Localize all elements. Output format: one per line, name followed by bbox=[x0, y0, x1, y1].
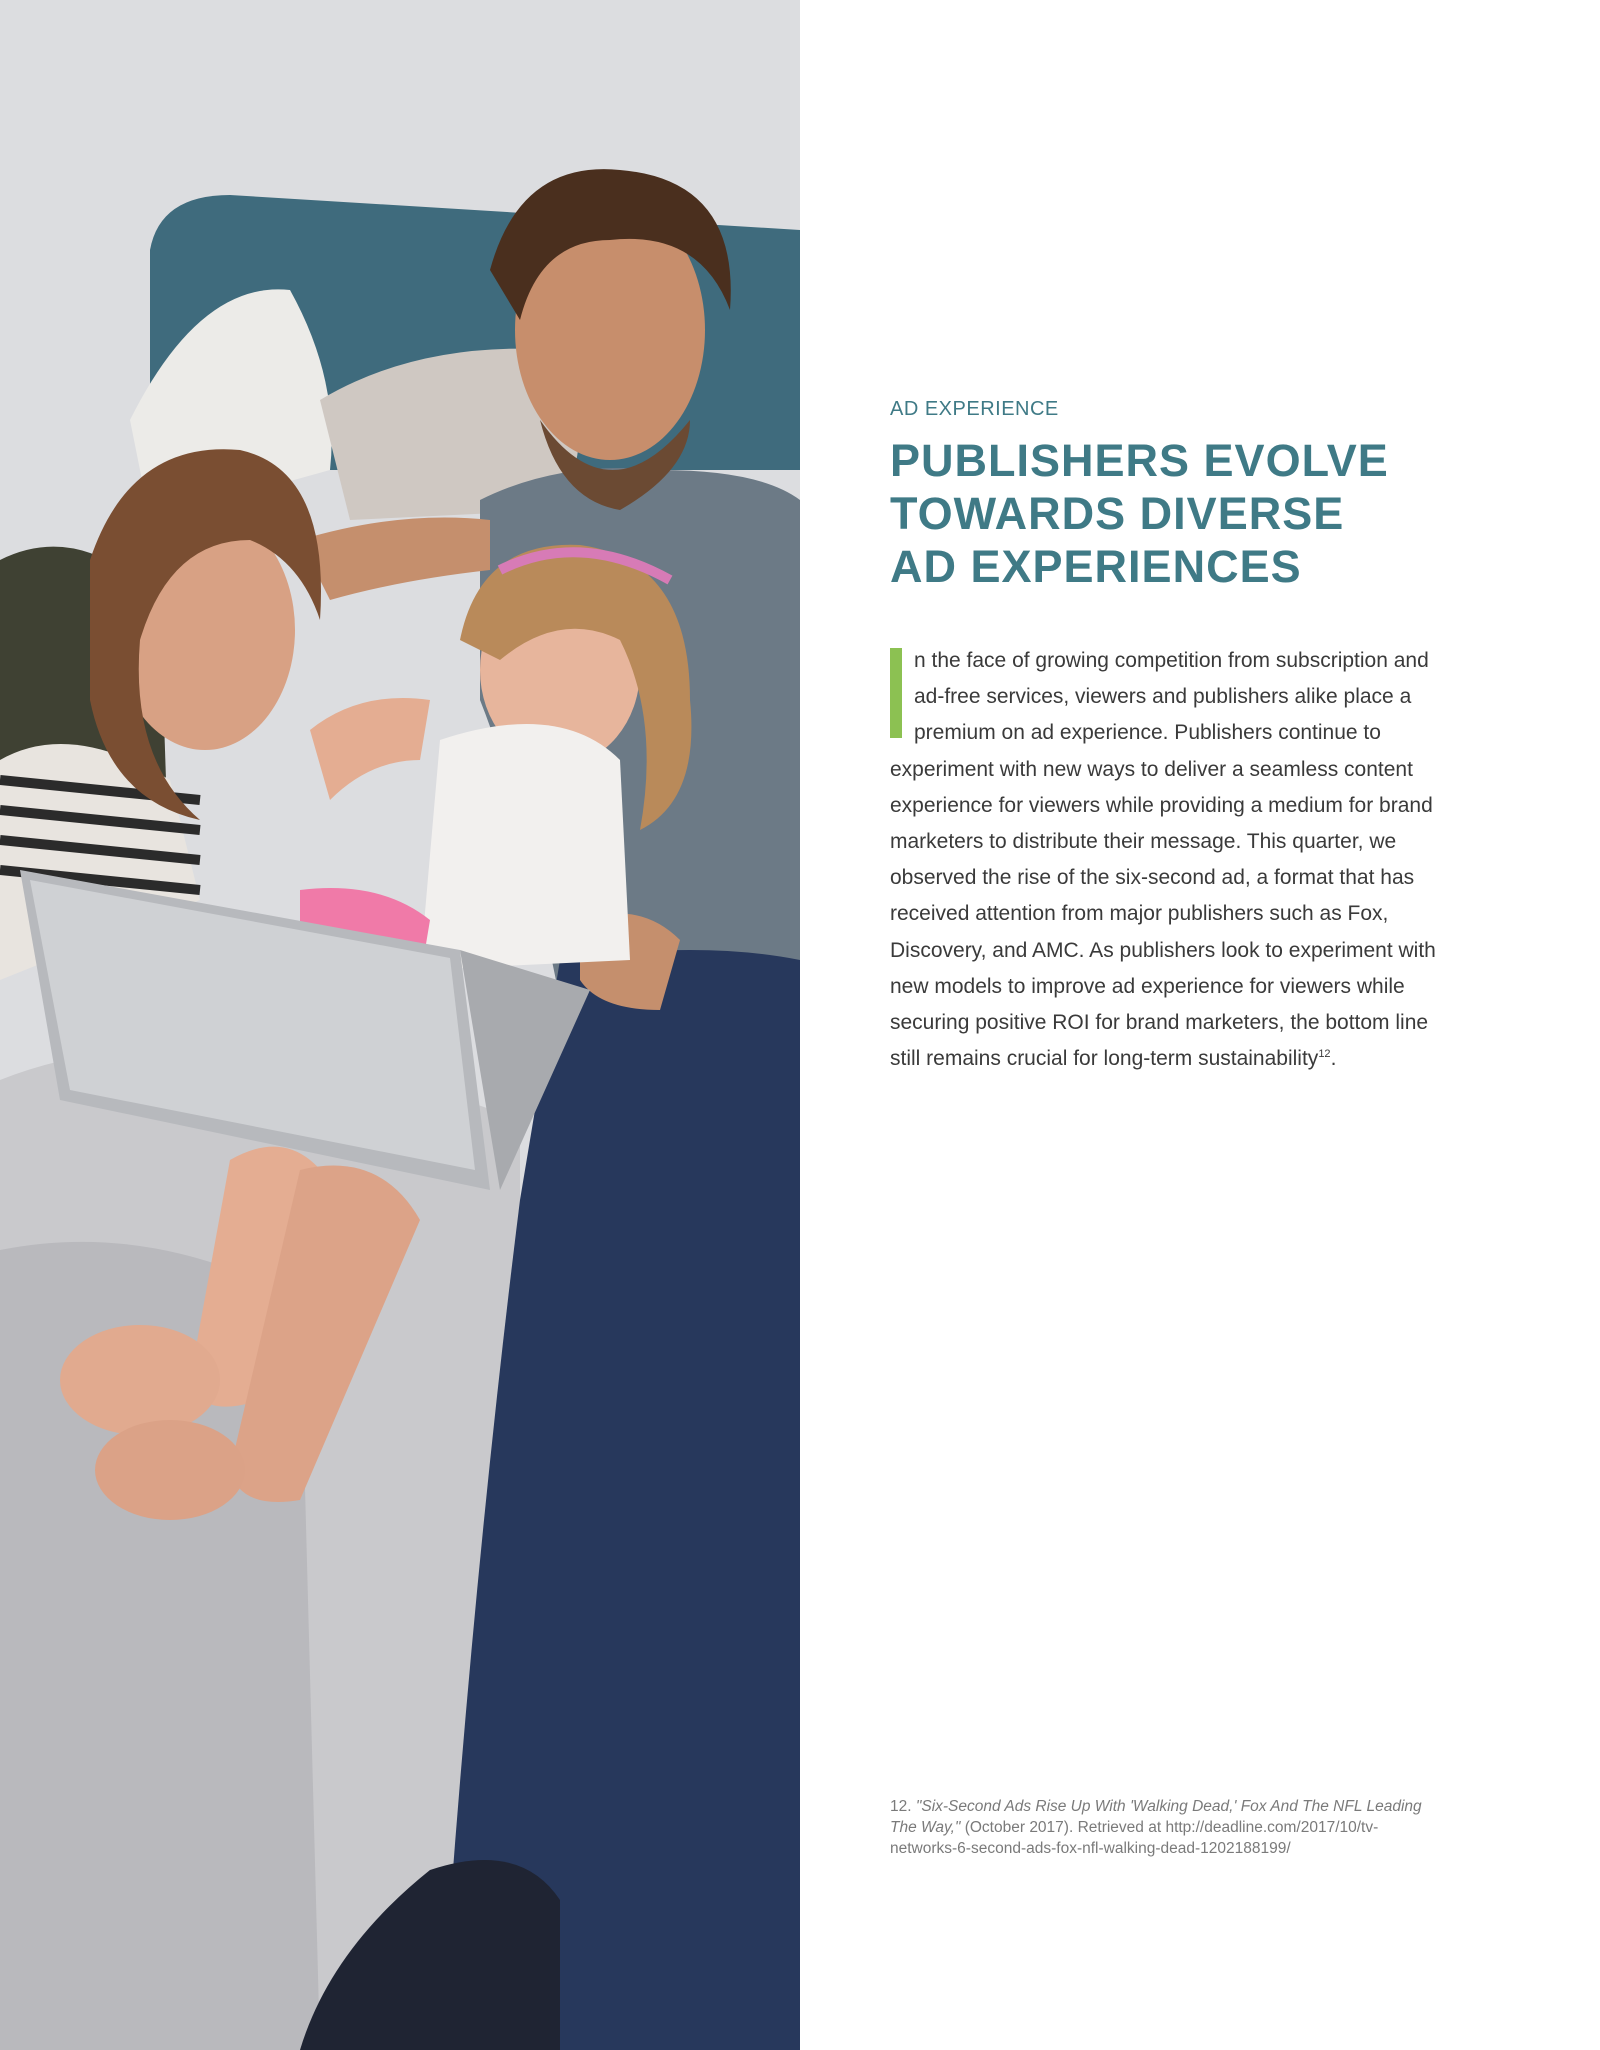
footnote-number: 12. bbox=[890, 1798, 916, 1815]
footnote-title: "Six-Second Ads Rise Up With 'Walking Dead,' Fox And The NFL Leading The Way," bbox=[890, 1798, 1422, 1836]
body-text: n the face of growing competition from subscription and ad-free services, viewers and publishers alike place a premium on ad experience. Publishers continue to experiment with new ways to deliver a seamless content experience for viewers while providing a medium for brand marketers to distribute their message. This quarter, we observed the rise of the six-second ad, a format that has received attention from major publishers such as Fox, Discovery, and AMC. As publishers look to experiment with new models to improve ad experience for viewers while securing positive ROI for brand marketers, the bottom line still remains crucial for long-term sustainability bbox=[890, 649, 1436, 1071]
body-paragraph bbox=[890, 643, 1450, 1077]
article bbox=[890, 396, 1450, 1077]
page-title bbox=[890, 434, 1450, 593]
headline-line-1: PUBLISHERS EVOLVE bbox=[890, 435, 1389, 486]
section-eyebrow: AD EXPERIENCE bbox=[890, 398, 1059, 420]
headline-line-3: AD EXPERIENCES bbox=[890, 541, 1302, 592]
body-end: . bbox=[1330, 1047, 1337, 1071]
footnote-source: (October 2017). Retrieved at http://deadline.com/2017/10/tv-networks-6-second-ads-fox-nfl-walking-dead-1202188199/ bbox=[890, 1819, 1379, 1857]
headline-line-2: TOWARDS DIVERSE bbox=[890, 488, 1345, 539]
footnote-ref: 12 bbox=[1318, 1048, 1331, 1061]
footnote bbox=[890, 1796, 1430, 1859]
dropcap-bar-icon bbox=[890, 648, 902, 738]
